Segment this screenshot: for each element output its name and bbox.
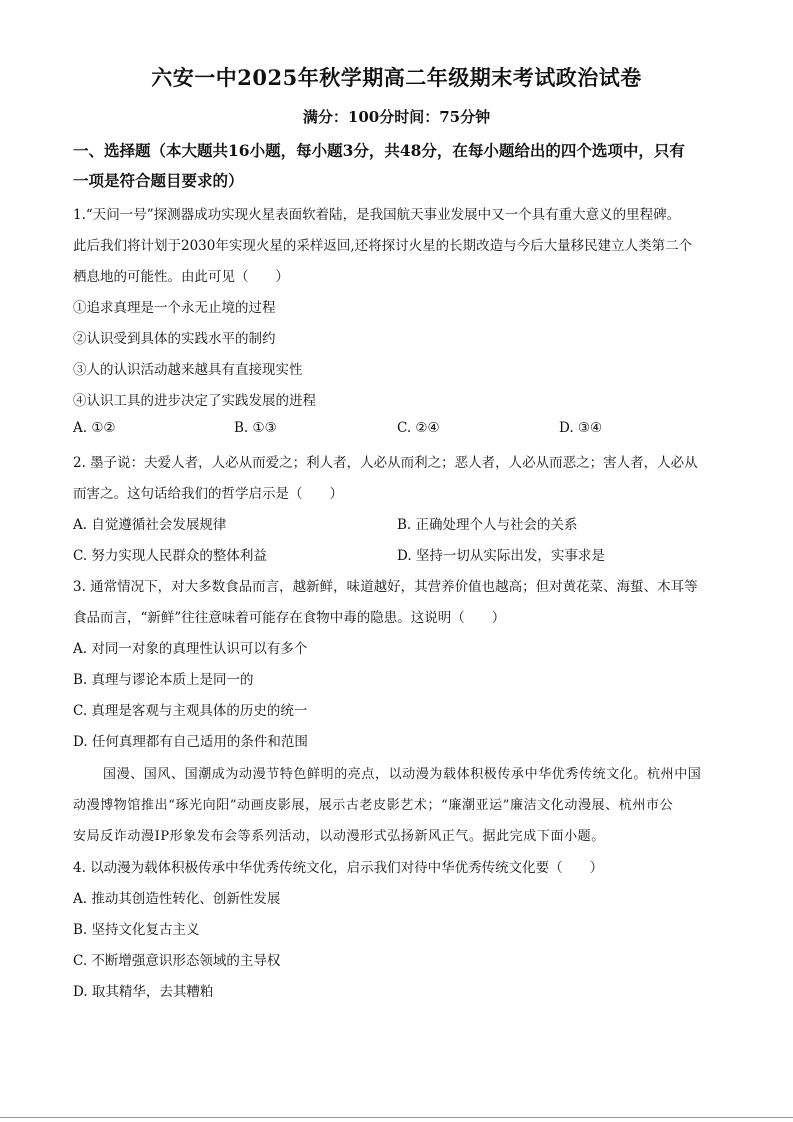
q4-option-a[interactable]: A. 推动其创造性转化、创新性发展	[73, 891, 281, 907]
q3-option-a[interactable]: A. 对同一对象的真理性认识可以有多个	[73, 641, 308, 657]
q3-option-b[interactable]: B. 真理与谬论本质上是同一的	[73, 672, 254, 688]
q1-option-d[interactable]: D. ③④	[559, 420, 603, 436]
passage-line1: 国漫、国风、国潮成为动漫节特色鲜明的亮点，以动漫为载体积极传承中华优秀传统文化。杭州中国	[103, 767, 702, 782]
q2-option-b[interactable]: B. 正确处理个人与社会的关系	[397, 517, 578, 533]
q1-option-c[interactable]: C. ②④	[397, 420, 440, 436]
q3-option-d[interactable]: D. 任何真理都有自己适用的条件和范围	[73, 734, 308, 750]
q3-stem-line2: 食品而言，“新鲜”往往意味着可能存在食物中毒的隐患。这说明（ ）	[73, 610, 506, 626]
q1-option-a[interactable]: A. ①②	[73, 420, 116, 436]
q1-option-b[interactable]: B. ①③	[234, 420, 277, 436]
page-bottom-rule	[0, 1117, 793, 1118]
q2-option-c[interactable]: C. 努力实现人民群众的整体利益	[73, 548, 267, 564]
passage-line3: 安局反诈动漫IP形象发布会等系列活动，以动漫形式弘扬新风正气。据此完成下面小题。	[73, 829, 605, 844]
q1-item-4: ④认识工具的进步决定了实践发展的进程	[73, 393, 316, 409]
q2-option-d[interactable]: D. 坚持一切从实际出发，实事求是	[397, 548, 605, 564]
q4-option-d[interactable]: D. 取其精华，去其糟粕	[73, 984, 214, 1000]
exam-meta: 满分：100分时间：75分钟	[302, 108, 491, 126]
q3-option-c[interactable]: C. 真理是客观与主观具体的历史的统一	[73, 703, 308, 719]
q1-stem-line1: 1.“天问一号”探测器成功实现火星表面软着陆，是我国航天事业发展中又一个具有重大意义的里程碑。	[73, 207, 681, 223]
section-heading-line2: 一项是符合题目要求的）	[73, 171, 244, 190]
q1-stem-line3: 栖息地的可能性。由此可见（ ）	[73, 269, 289, 285]
q2-stem-line1: 2. 墨子说：夫爱人者，人必从而爱之；利人者，人必从而利之；恶人者，人必从而恶之；害人者，人必从	[73, 455, 698, 471]
q3-stem-line1: 3. 通常情况下，对大多数食品而言，越新鲜，味道越好，其营养价值也越高；但对黄花菜、海蜇、木耳等	[73, 579, 698, 595]
section-heading-line1: 一、选择题（本大题共16小题，每小题3分，共48分，在每小题给出的四个选项中，只有	[73, 141, 685, 160]
q2-option-a[interactable]: A. 自觉遵循社会发展规律	[73, 517, 227, 533]
passage-line2: 动漫博物馆推出“琢光向阳”动画皮影展，展示古老皮影艺术；“廉潮亚运”廉洁文化动漫展、杭州市公	[73, 798, 674, 813]
q4-option-c[interactable]: C. 不断增强意识形态领域的主导权	[73, 953, 281, 969]
exam-title: 六安一中2025年秋学期高二年级期末考试政治试卷	[151, 65, 642, 90]
q1-item-1: ①追求真理是一个永无止境的过程	[73, 300, 276, 316]
q4-stem: 4. 以动漫为载体积极传承中华优秀传统文化，启示我们对待中华优秀传统文化要（ ）	[73, 860, 604, 876]
q2-stem-line2: 而害之。这句话给我们的哲学启示是（ ）	[73, 486, 343, 502]
q1-item-3: ③人的认识活动越来越具有直接现实性	[73, 362, 303, 378]
q4-option-b[interactable]: B. 坚持文化复古主义	[73, 922, 200, 938]
q1-item-2: ②认识受到具体的实践水平的制约	[73, 331, 276, 347]
q1-stem-line2: 此后我们将计划于2030年实现火星的采样返回,还将探讨火星的长期改造与今后大量移民建立人类第二个	[73, 238, 693, 254]
